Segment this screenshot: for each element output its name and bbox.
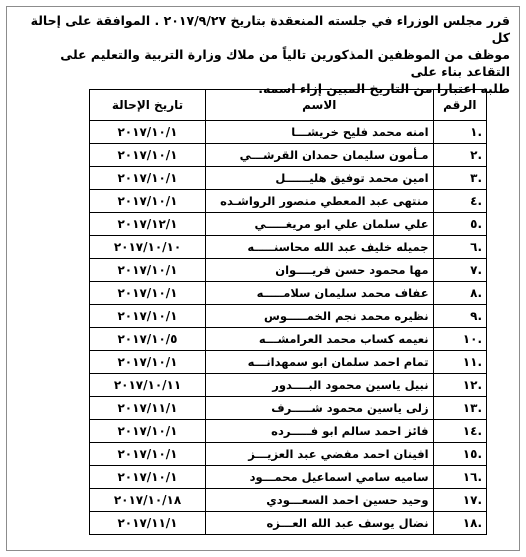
row-number	[433, 374, 486, 397]
retirement-date	[90, 121, 206, 144]
employee-name-text: ساميه سامي اسماعيل محمـــود	[249, 470, 429, 484]
table-row	[90, 420, 487, 443]
row-number-text: .١٠	[462, 332, 482, 346]
row-number	[433, 259, 486, 282]
employee-name-text: جميله خليف عبد الله محاسنـــــه	[247, 240, 429, 254]
row-number	[433, 305, 486, 328]
retirement-date	[90, 466, 206, 489]
row-number-text: .٨	[470, 286, 482, 300]
retirement-date	[90, 190, 206, 213]
row-number	[433, 282, 486, 305]
row-number-text: .٣	[470, 171, 482, 185]
retirement-date	[90, 420, 206, 443]
retirement-date	[90, 328, 206, 351]
retirement-date-text: ٢٠١٧/١١/١	[117, 401, 178, 415]
row-number	[433, 328, 486, 351]
header-name: الاسم	[206, 90, 434, 121]
decision-line-2: موظف من الموظفين المذكورين تالياً من ملاك وزارة التربية والتعليم على التقاعد بناء على	[60, 47, 510, 79]
retirement-date-text: ٢٠١٧/١١/١	[117, 516, 178, 530]
retirement-date	[90, 512, 206, 535]
row-number	[433, 466, 486, 489]
row-number-text: .٢	[470, 148, 482, 162]
employee-name-text: منتهى عبد المعطي منصور الرواشـده	[220, 194, 429, 208]
table-row	[90, 374, 487, 397]
table-row	[90, 167, 487, 190]
employee-name-text: نبيل ياسين محمود البــــدور	[272, 378, 429, 392]
employee-name	[206, 259, 434, 282]
retirement-date-text: ٢٠١٧/١٠/١١	[113, 378, 182, 392]
retirement-date	[90, 351, 206, 374]
row-number	[433, 397, 486, 420]
row-number-text: .١٤	[462, 424, 482, 438]
employee-name	[206, 466, 434, 489]
table-row	[90, 305, 487, 328]
table-row	[90, 121, 487, 144]
employee-name-text: عفاف محمد سليمان سلامـــــه	[256, 286, 429, 300]
retirement-date	[90, 489, 206, 512]
employee-name-text: وحيد حسين احمد السعـــودي	[266, 493, 429, 507]
row-number	[433, 121, 486, 144]
retirement-date	[90, 282, 206, 305]
header-number: الرقم	[433, 90, 486, 121]
retirement-date-text: ٢٠١٧/١٠/١	[117, 355, 178, 369]
retirees-table	[89, 89, 487, 535]
employee-name-text: زلى ياسين محمود شـــــرف	[271, 401, 429, 415]
row-number	[433, 144, 486, 167]
table-row	[90, 259, 487, 282]
employee-name	[206, 512, 434, 535]
table-row	[90, 282, 487, 305]
employee-name-text: مها محمود حسن فريــــوان	[275, 263, 429, 277]
row-number-text: .١٣	[462, 401, 482, 415]
employee-name	[206, 190, 434, 213]
decision-line-1: قرر مجلس الوزراء في جلسته المنعقدة بتاريخ ٢٠١٧/٩/٢٧ . الموافقة على إحالة كل	[30, 13, 510, 45]
retirement-date-text: ٢٠١٧/١٠/١	[117, 125, 178, 139]
header-retirement-date: تاريخ الإحالة	[90, 90, 206, 121]
employee-name	[206, 420, 434, 443]
employee-name	[206, 121, 434, 144]
retirement-date-text: ٢٠١٧/١٠/١	[117, 194, 178, 208]
employee-name-text: امنه محمد فليح خريشـــا	[291, 125, 429, 139]
row-number	[433, 489, 486, 512]
table-body	[90, 121, 487, 535]
decision-line-3: طلبه اعتبارا من التاريخ المبين إزاء اسمه.	[258, 81, 510, 96]
row-number	[433, 190, 486, 213]
retirement-date-text: ٢٠١٧/١٠/٥	[117, 332, 178, 346]
row-number-text: .١٨	[462, 516, 482, 530]
retirement-date	[90, 443, 206, 466]
retirement-date	[90, 213, 206, 236]
row-number	[433, 351, 486, 374]
row-number-text: .١٥	[462, 447, 482, 461]
table-row	[90, 144, 487, 167]
retirement-date-text: ٢٠١٧/١٠/١	[117, 309, 178, 323]
table-row	[90, 512, 487, 535]
employee-name-text: افينان احمد مفضي عبد العزيـــز	[248, 447, 429, 461]
employee-name	[206, 443, 434, 466]
retirement-date-text: ٢٠١٧/١٢/١	[117, 217, 178, 231]
table-row	[90, 351, 487, 374]
table-row	[90, 466, 487, 489]
retirement-date-text: ٢٠١٧/١٠/١	[117, 148, 178, 162]
employee-name	[206, 489, 434, 512]
employee-name-text: علي سلمان علي ابو مريغـــــي	[254, 217, 429, 231]
row-number	[433, 213, 486, 236]
row-number-text: .٦	[470, 240, 482, 254]
row-number-text: .١	[470, 125, 482, 139]
employee-name-text: نعيمه كساب محمد العرامشـــه	[258, 332, 429, 346]
row-number	[433, 512, 486, 535]
row-number-text: .٥	[470, 217, 482, 231]
table-row	[90, 489, 487, 512]
retirement-date	[90, 305, 206, 328]
row-number-text: .٩	[470, 309, 482, 323]
retirement-date	[90, 236, 206, 259]
retirement-date	[90, 397, 206, 420]
employee-name	[206, 305, 434, 328]
employee-name-text: امين محمد توفيق هليــــــل	[275, 171, 429, 185]
employee-name	[206, 328, 434, 351]
retirement-date	[90, 144, 206, 167]
retirement-date	[90, 374, 206, 397]
employee-name	[206, 282, 434, 305]
employee-name	[206, 144, 434, 167]
decision-paragraph	[16, 12, 510, 97]
employee-name	[206, 167, 434, 190]
employee-name	[206, 236, 434, 259]
retirement-date-text: ٢٠١٧/١٠/١	[117, 286, 178, 300]
retirement-date-text: ٢٠١٧/١٠/١	[117, 171, 178, 185]
table-row	[90, 213, 487, 236]
row-number-text: .١٢	[462, 378, 482, 392]
row-number	[433, 420, 486, 443]
employee-name-text: تمام احمد سلمان ابو سمهدانـــه	[247, 355, 429, 369]
retirement-date-text: ٢٠١٧/١٠/١	[117, 424, 178, 438]
table-row	[90, 443, 487, 466]
table-row	[90, 190, 487, 213]
row-number-text: .١٦	[462, 470, 482, 484]
row-number-text: .١٧	[462, 493, 482, 507]
retirement-date	[90, 167, 206, 190]
row-number-text: .١١	[462, 355, 482, 369]
retirement-date-text: ٢٠١٧/١٠/١٠	[113, 240, 182, 254]
retirement-date-text: ٢٠١٧/١٠/١	[117, 447, 178, 461]
employee-name	[206, 397, 434, 420]
employee-name	[206, 213, 434, 236]
retirement-date-text: ٢٠١٧/١٠/١	[117, 263, 178, 277]
retirement-date	[90, 259, 206, 282]
row-number	[433, 236, 486, 259]
retirement-date-text: ٢٠١٧/١٠/١	[117, 470, 178, 484]
table-row	[90, 236, 487, 259]
row-number-text: .٤	[470, 194, 482, 208]
employee-name	[206, 374, 434, 397]
table-row	[90, 328, 487, 351]
employee-name-text: فائز احمد سالم ابو فـــــرده	[271, 424, 429, 438]
retirement-date-text: ٢٠١٧/١٠/١٨	[113, 493, 182, 507]
employee-name-text: نضال يوسف عبد الله العـــزه	[266, 516, 429, 530]
table-row	[90, 397, 487, 420]
table-header-row	[90, 90, 487, 121]
row-number	[433, 167, 486, 190]
row-number-text: .٧	[470, 263, 482, 277]
employee-name-text: نظيره محمد نجم الخمـــــوس	[264, 309, 429, 323]
row-number	[433, 443, 486, 466]
employee-name	[206, 351, 434, 374]
employee-name-text: مـأمون سليمان حمدان القرشـــي	[239, 148, 429, 162]
